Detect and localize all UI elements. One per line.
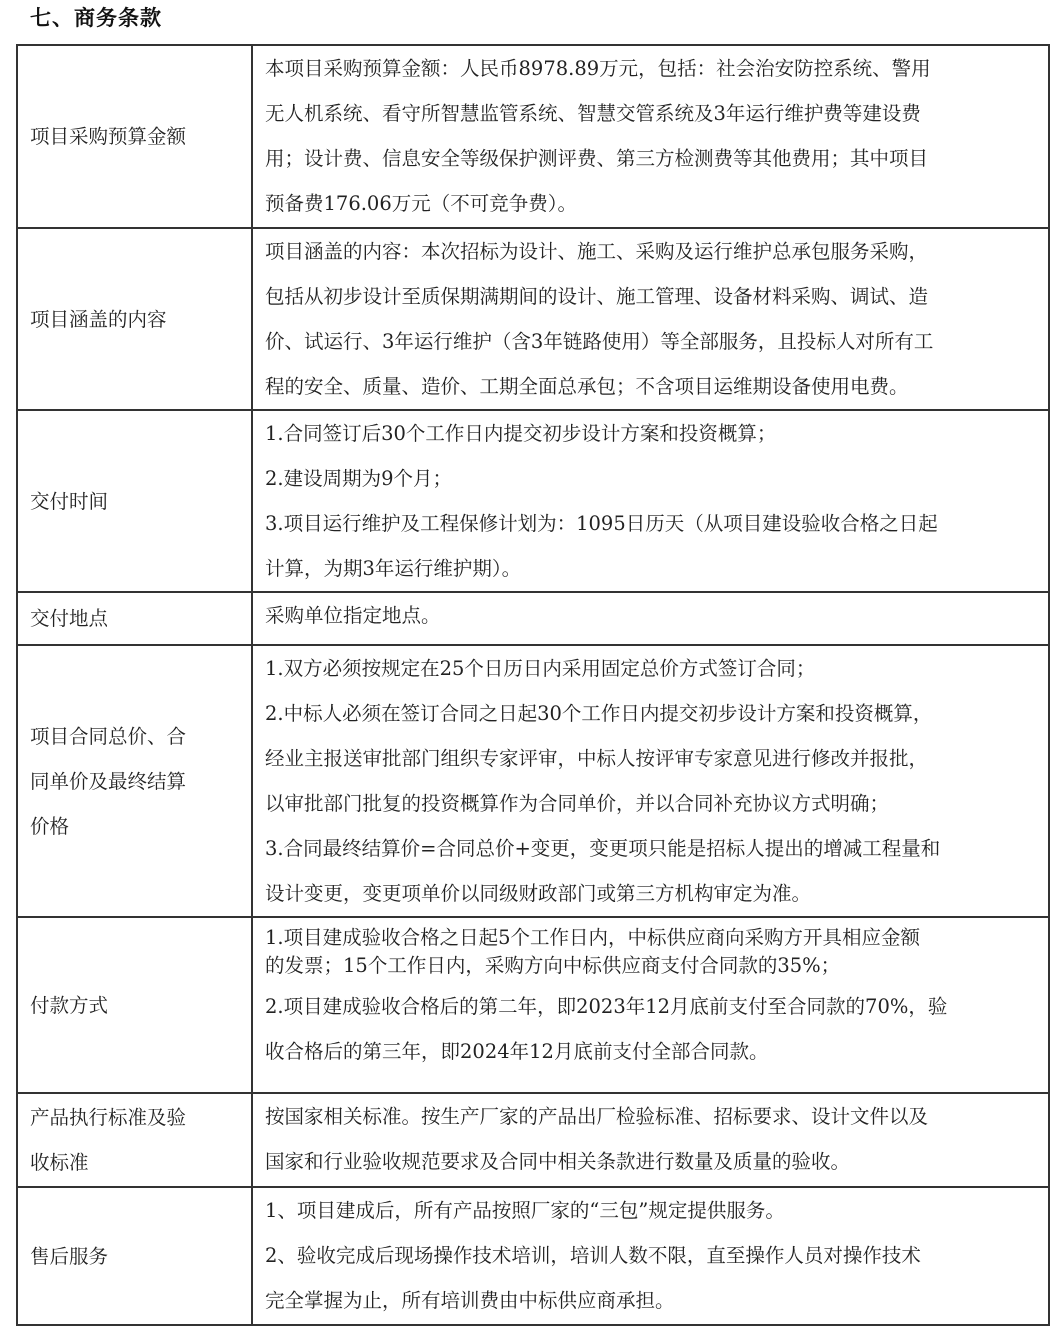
row-label: 项目采购预算金额 [17, 45, 252, 228]
row-label: 产品执行标准及验 收标准 [17, 1093, 252, 1187]
table-row [17, 410, 1049, 592]
table-row [17, 592, 1049, 645]
row-label: 项目涵盖的内容 [17, 228, 252, 410]
row-label: 项目合同总价、合 同单价及最终结算 价格 [17, 645, 252, 917]
row-content: 1.项目建成验收合格之日起5个工作日内，中标供应商向采购方开具相应金额 的发票；15个工作日内，采购方向中标供应商支付合同款的35%； 2.项目建成验收合格后的第二年，即2023年12月底前支付至合同款的70%，验 收合格后的第三年，即2024年12月底前支付全部合同款。 [252, 917, 1049, 1093]
row-content: 本项目采购预算金额：人民币8978.89万元，包括：社会治安防控系统、警用 无人机系统、看守所智慧监管系统、智慧交管系统及3年运行维护费等建设费 用；设计费、信息安全等级保护测评费、第三方检测费等其他费用；其中项目 预备费176.06万元（不可竞争费）。 [252, 45, 1049, 228]
row-label: 交付地点 [17, 592, 252, 645]
row-content: 1、项目建成后，所有产品按照厂家的“三包”规定提供服务。 2、验收完成后现场操作技术培训，培训人数不限，直至操作人员对操作技术 完全掌握为止，所有培训费由中标供应商承担。 [252, 1187, 1049, 1325]
row-label: 售后服务 [17, 1187, 252, 1325]
row-label: 交付时间 [17, 410, 252, 592]
table-row [17, 45, 1049, 228]
row-label: 付款方式 [17, 917, 252, 1093]
section-title: 七、商务条款 [30, 6, 162, 30]
row-content: 采购单位指定地点。 [252, 592, 1049, 645]
row-content: 1.双方必须按规定在25个日历日内采用固定总价方式签订合同； 2.中标人必须在签订合同之日起30个工作日内提交初步设计方案和投资概算， 经业主报送审批部门组织专家评审，中标人按评审专家意见进行修改并报批， 以审批部门批复的投资概算作为合同单价，并以合同补充协议方式明确； 3.合同最终结算价=合同总价+变更，变更项只能是招标人提出的增减工程量和 设计变更，变更项单价以同级财政部门或第三方机构审定为准。 [252, 645, 1049, 917]
table-row [17, 228, 1049, 410]
table-row [17, 1093, 1049, 1187]
row-content: 1.合同签订后30个工作日内提交初步设计方案和投资概算； 2.建设周期为9个月； 3.项目运行维护及工程保修计划为：1095日历天（从项目建设验收合格之日起 计算，为期3年运行维护期）。 [252, 410, 1049, 592]
row-content: 项目涵盖的内容：本次招标为设计、施工、采购及运行维护总承包服务采购， 包括从初步设计至质保期满期间的设计、施工管理、设备材料采购、调试、造 价、试运行、3年运行维护（含3年链路使用）等全部服务，且投标人对所有工 程的安全、质量、造价、工期全面总承包；不含项目运维期设备使用电费。 [252, 228, 1049, 410]
table-row [17, 645, 1049, 917]
row-content: 按国家相关标准。按生产厂家的产品出厂检验标准、招标要求、设计文件以及 国家和行业验收规范要求及合同中相关条款进行数量及质量的验收。 [252, 1093, 1049, 1187]
table-row [17, 917, 1049, 1093]
table-row [17, 1187, 1049, 1325]
commercial-terms-table [16, 44, 1050, 1326]
